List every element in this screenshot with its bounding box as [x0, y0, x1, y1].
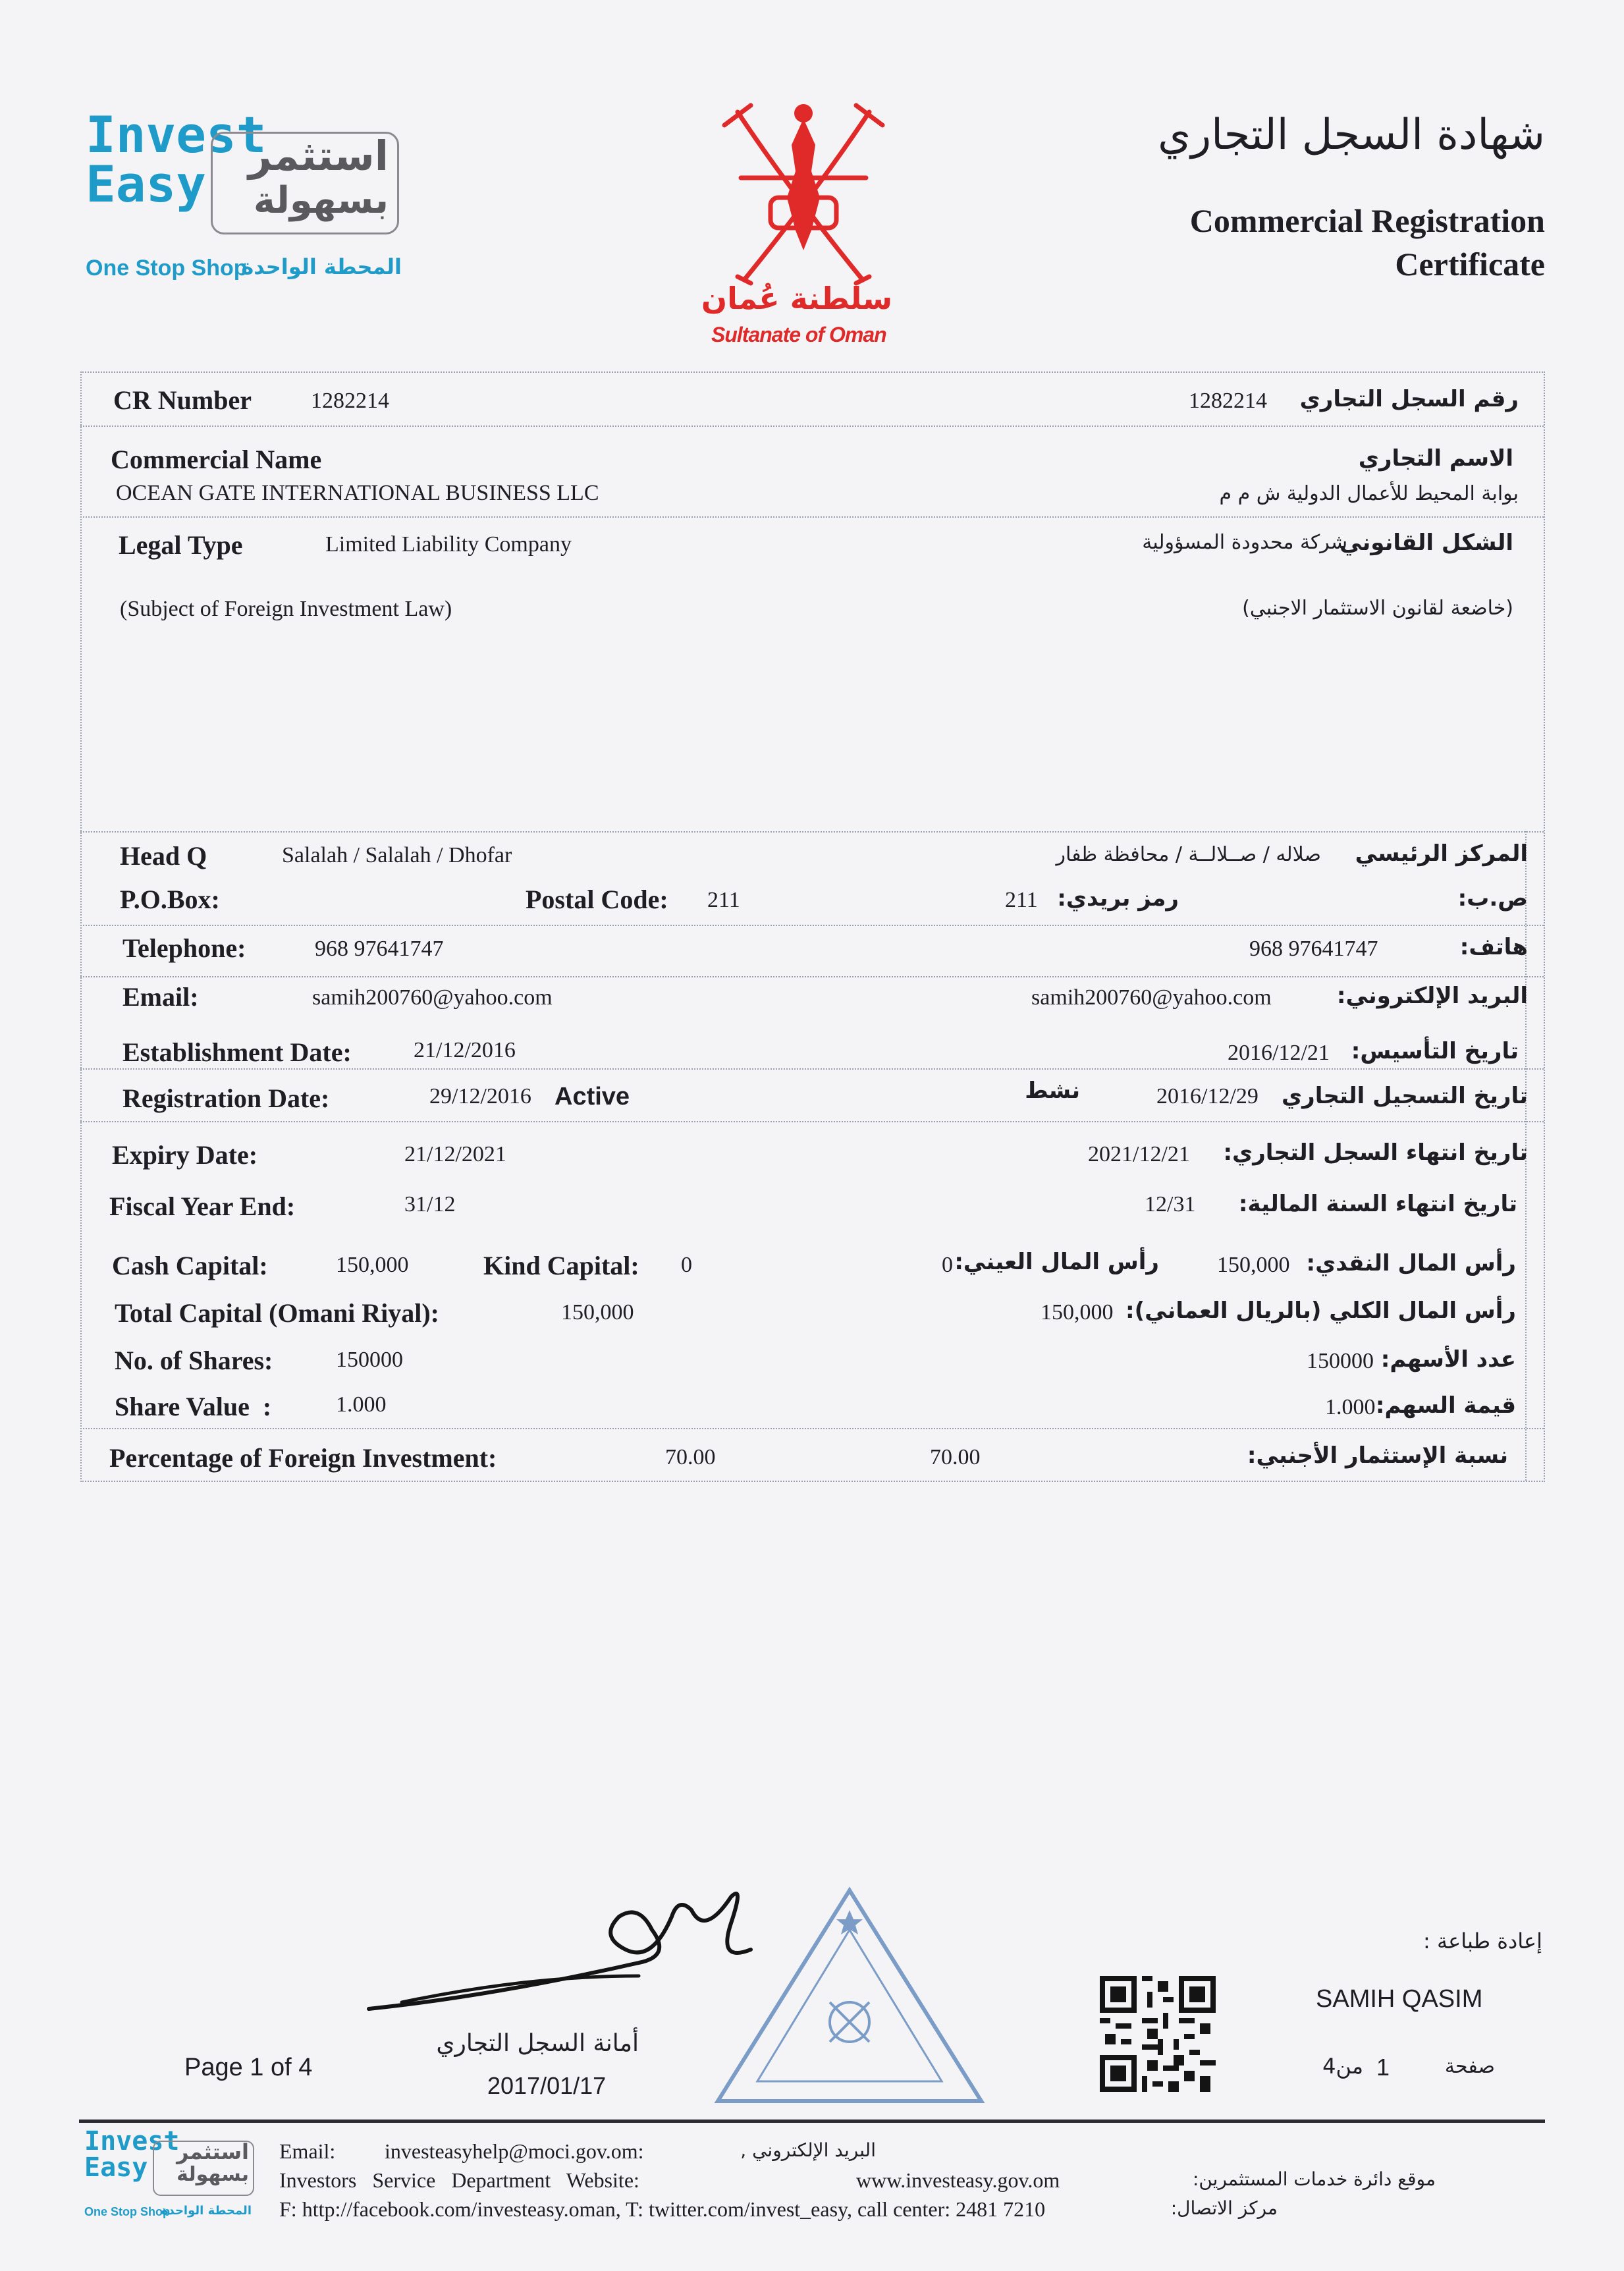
divider — [80, 831, 1544, 833]
registry-stamp-icon — [711, 1884, 988, 2108]
invest-easy-logo — [79, 105, 408, 290]
logo-one-stop-ar: المحطة الواحدة — [241, 254, 402, 279]
reprint-by: SAMIH QASIM — [1316, 1985, 1483, 2013]
kind-capital-label: Kind Capital: — [483, 1251, 639, 1280]
cash-capital-value-ar: 150,000 — [1217, 1253, 1290, 1277]
fiscal-year-end-label-ar: تاريخ انتهاء السنة المالية: — [1238, 1191, 1517, 1217]
footer-email[interactable]: investeasyhelp@moci.gov.om: — [385, 2139, 644, 2163]
telephone-value: 968 97641747 — [315, 937, 444, 961]
postal-code-value: 211 — [707, 888, 740, 912]
head-q-value: Salalah / Salalah / Dhofar — [282, 843, 512, 867]
khanjar-emblem-icon — [698, 99, 909, 296]
total-capital-label: Total Capital (Omani Riyal): — [115, 1298, 439, 1328]
page-ar-num: 1 — [1376, 2054, 1390, 2081]
establishment-date-value: 21/12/2016 — [414, 1038, 516, 1062]
no-of-shares-label-ar: عدد الأسهم: — [1380, 1346, 1516, 1373]
divider — [80, 1428, 1544, 1429]
legal-type-note-ar: (خاضعة لقانون الاستثمار الاجنبي) — [1242, 597, 1513, 620]
establishment-date-label-ar: تاريخ التأسيس: — [1351, 1038, 1519, 1064]
signature-label-ar: أمانة السجل التجاري — [436, 2030, 639, 2057]
oman-emblem — [698, 99, 909, 349]
logo-one-stop-en: One Stop Shop — [86, 256, 248, 281]
commercial-name-value: OCEAN GATE INTERNATIONAL BUSINESS LLC — [116, 481, 599, 505]
foreign-investment-label: Percentage of Foreign Investment: — [109, 1443, 497, 1473]
establishment-date-value-ar: 2016/12/21 — [1228, 1041, 1330, 1065]
footer-call-ar: مركز الاتصال: — [1170, 2197, 1278, 2219]
divider — [80, 425, 1544, 427]
legal-type-label-ar: الشكل القانوني — [1340, 530, 1513, 556]
emblem-en-text: Sultanate of Oman — [711, 323, 886, 346]
po-box-label-ar: ص.ب: — [1457, 885, 1528, 912]
cr-number-label: CR Number — [113, 385, 252, 415]
legal-type-value-ar: شركة محدودة المسؤولية — [1142, 531, 1347, 554]
signature-date: 2017/01/17 — [487, 2072, 607, 2099]
share-value-value-ar: 1.000 — [1325, 1395, 1376, 1419]
page-number: Page 1 of 4 — [184, 2054, 313, 2081]
cr-number-value: 1282214 — [311, 389, 389, 413]
footer-logo-one-stop-ar: المحطة الواحدة — [161, 2204, 252, 2218]
fiscal-year-end-value-ar: 12/31 — [1145, 1192, 1196, 1217]
po-box-label: P.O.Box: — [120, 885, 220, 914]
footer-divider — [79, 2120, 1545, 2123]
footer-email-ar: البريد الإلكتروني , — [740, 2139, 876, 2161]
postal-code-label-ar: رمز بريدي: — [1057, 885, 1179, 912]
footer-invest-easy-logo — [83, 2126, 267, 2225]
head-q-label: Head Q — [120, 841, 207, 871]
email-value: samih200760@yahoo.com — [312, 985, 553, 1010]
registration-date-label: Registration Date: — [122, 1083, 330, 1113]
establishment-date-label: Establishment Date: — [122, 1037, 352, 1067]
email-value-ar: samih200760@yahoo.com — [1031, 985, 1272, 1010]
logo-invest-text: Invest — [86, 105, 267, 164]
divider — [80, 1121, 1544, 1122]
legal-type-note: (Subject of Foreign Investment Law) — [120, 597, 452, 621]
kind-capital-value-ar: 0 — [942, 1253, 953, 1277]
head-q-label-ar: المركز الرئيسي — [1355, 840, 1528, 867]
fiscal-year-end-label: Fiscal Year End: — [109, 1191, 296, 1221]
total-capital-value-ar: 150,000 — [1041, 1300, 1114, 1325]
logo-ar-line2: بسهولة — [253, 179, 389, 222]
no-of-shares-value: 150000 — [336, 1348, 403, 1372]
share-value-label-ar: قيمة السهم: — [1375, 1392, 1516, 1419]
logo-ar-line1: استثمر — [248, 132, 389, 180]
reprint-label-ar: إعادة طباعة : — [1423, 1929, 1542, 1954]
email-label: Email: — [122, 982, 199, 1012]
logo-easy-text: Easy — [86, 155, 207, 213]
telephone-label-ar: هاتف: — [1459, 934, 1528, 960]
footer-email-label: Email: — [279, 2139, 336, 2163]
total-capital-value: 150,000 — [561, 1300, 634, 1325]
legal-type-label: Legal Type — [119, 530, 243, 560]
kind-capital-value: 0 — [681, 1253, 692, 1277]
page-ar-of: من4 — [1322, 2054, 1363, 2079]
divider — [80, 516, 1544, 518]
foreign-investment-value-ar: 70.00 — [930, 1445, 981, 1469]
qr-code-icon — [1100, 1976, 1216, 2092]
fiscal-year-end-value: 31/12 — [404, 1192, 456, 1217]
divider — [80, 1068, 1544, 1070]
registration-date-value-ar: 2016/12/29 — [1156, 1084, 1259, 1108]
footer-logo-ar-line2: بسهولة — [176, 2163, 249, 2186]
legal-type-value: Limited Liability Company — [325, 532, 572, 557]
expiry-date-value-ar: 2021/12/21 — [1088, 1142, 1190, 1166]
registration-date-value: 29/12/2016 — [429, 1084, 531, 1108]
expiry-date-label: Expiry Date: — [112, 1140, 258, 1170]
footer-website[interactable]: www.investeasy.gov.om — [856, 2168, 1060, 2192]
telephone-label: Telephone: — [122, 933, 246, 963]
registration-date-label-ar: تاريخ التسجيل التجاري — [1282, 1083, 1528, 1109]
share-value-value: 1.000 — [336, 1392, 387, 1417]
registration-status: Active — [555, 1083, 630, 1110]
footer-logo-ar-line1: استثمر — [176, 2139, 249, 2164]
postal-code-value-ar: 211 — [1005, 888, 1038, 912]
email-label-ar: البريد الإلكتروني: — [1336, 983, 1528, 1009]
commercial-name-label: Commercial Name — [111, 445, 322, 474]
registration-status-ar: نشط — [1025, 1078, 1080, 1104]
certificate-title-en-2: Certificate — [1395, 246, 1545, 283]
kind-capital-label-ar: رأس المال العيني: — [954, 1249, 1159, 1275]
divider — [80, 976, 1544, 977]
foreign-investment-label-ar: نسبة الإستثمار الأجنبي: — [1247, 1442, 1508, 1469]
share-value-label: Share Value : — [115, 1392, 272, 1421]
cash-capital-value: 150,000 — [336, 1253, 409, 1277]
certificate-title-ar: شهادة السجل التجاري — [1158, 111, 1545, 159]
footer-logo-one-stop-en: One Stop Shop — [84, 2205, 170, 2218]
footer-logo-easy: Easy — [84, 2152, 148, 2183]
foreign-investment-value: 70.00 — [665, 1445, 716, 1469]
footer-logo-invest: Invest — [84, 2126, 180, 2156]
cr-number-value-ar: 1282214 — [1189, 389, 1267, 413]
footer-website-ar: موقع دائرة خدمات المستثمرين: — [1192, 2168, 1436, 2190]
cr-number-label-ar: رقم السجل التجاري — [1299, 386, 1519, 412]
commercial-name-label-ar: الاسم التجاري — [1358, 445, 1513, 472]
cash-capital-label: Cash Capital: — [112, 1251, 268, 1280]
postal-code-label: Postal Code: — [526, 885, 668, 914]
no-of-shares-label: No. of Shares: — [115, 1346, 273, 1375]
expiry-date-label-ar: تاريخ انتهاء السجل التجاري: — [1223, 1139, 1528, 1166]
footer-dept-line: Investors Service Department Website: — [279, 2168, 639, 2192]
cash-capital-label-ar: رأس المال النقدي: — [1306, 1250, 1516, 1276]
emblem-ar-text: سلطنة عُمان — [701, 281, 893, 316]
signature-mark — [362, 1877, 757, 2022]
divider — [80, 925, 1544, 926]
certificate-title-en-1: Commercial Registration — [1189, 202, 1545, 239]
head-q-value-ar: صلاله / صــلالــة / محافظة ظفار — [1056, 843, 1321, 866]
commercial-name-value-ar: بوابة المحيط للأعمال الدولية ش م م — [1219, 482, 1519, 505]
telephone-value-ar: 968 97641747 — [1249, 937, 1378, 961]
page-ar-label: صفحة — [1444, 2055, 1495, 2078]
total-capital-label-ar: رأس المال الكلي (بالريال العماني): — [1125, 1298, 1516, 1324]
no-of-shares-value-ar: 150000 — [1307, 1349, 1374, 1373]
expiry-date-value: 21/12/2021 — [404, 1142, 506, 1166]
footer-social-line[interactable]: F: http://facebook.com/investeasy.oman, T: twitter.com/invest_easy, call center: 2481 7210 — [279, 2197, 1046, 2221]
